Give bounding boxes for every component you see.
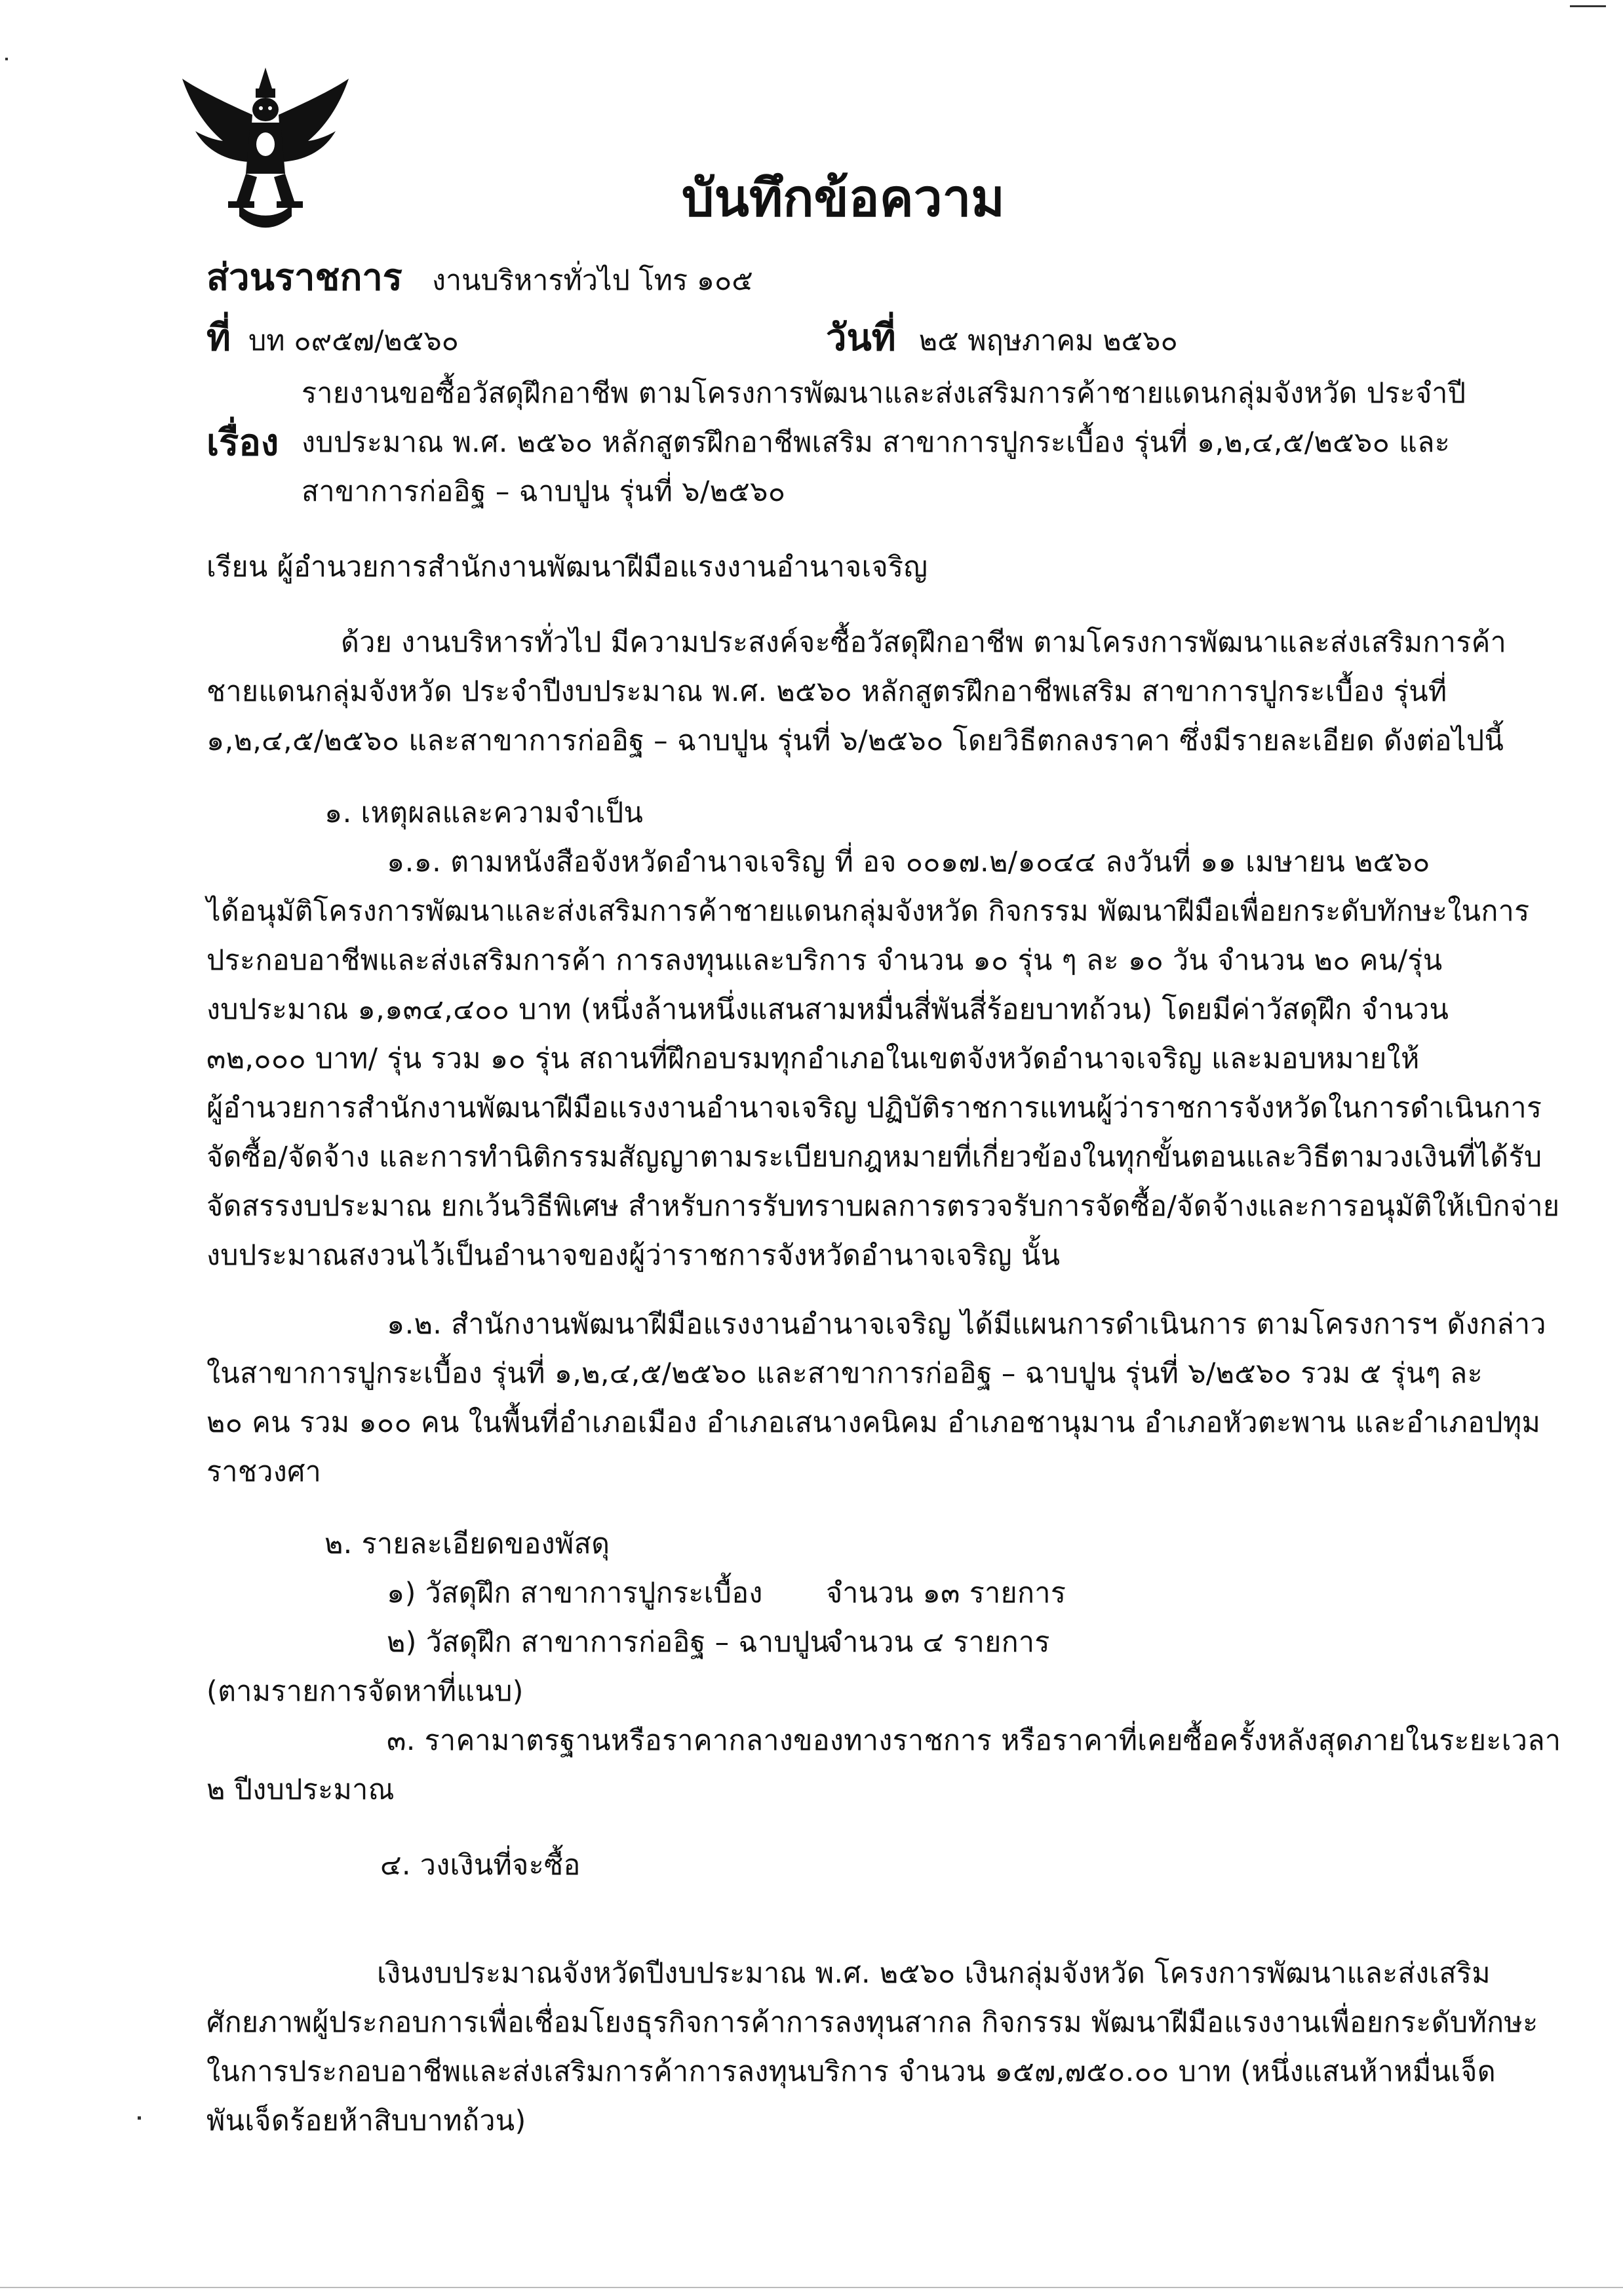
- material-item-qty: จำนวน ๑๓ รายการ: [826, 1577, 1066, 1610]
- intro-line: ชายแดนกลุ่มจังหวัด ประจำปีงบประมาณ พ.ศ. ๒๕๖๐ หลักสูตรฝึกอาชีพเสริม สาขาการปูกระเบื้อง รุ่นที่: [206, 675, 1447, 708]
- material-item-name: ๒) วัสดุฝึก สาขาการก่ออิฐ – ฉาบปูน: [387, 1626, 830, 1659]
- scan-mark: [5, 58, 8, 60]
- material-item-qty: จำนวน ๔ รายการ: [826, 1626, 1050, 1659]
- ref-row: [206, 308, 459, 366]
- agency-row: [206, 248, 753, 306]
- section3-line: ๒ ปีงบประมาณ: [206, 1773, 395, 1806]
- ref-value: บท ๐๙๕๗/๒๕๖๐: [248, 325, 459, 357]
- intro-line: ด้วย งานบริหารทั่วไป มีความประสงค์จะซื้อวัสดุฝึกอาชีพ ตามโครงการพัฒนาและส่งเสริมการค้า: [341, 626, 1507, 659]
- scan-mark: [1570, 5, 1606, 7]
- section1-heading: ๑. เหตุผลและความจำเป็น: [324, 797, 644, 829]
- scan-mark: [138, 2116, 141, 2120]
- section1-p1-line: ๑.๑. ตามหนังสือจังหวัดอำนาจเจริญ ที่ อจ ๐๐๑๗.๒/๑๐๔๔ ลงวันที่ ๑๑ เมษายน ๒๕๖๐: [387, 846, 1430, 879]
- date-value: ๒๕ พฤษภาคม ๒๕๖๐: [918, 325, 1178, 357]
- section1-p2-line: ๑.๒. สำนักงานพัฒนาฝีมือแรงงานอำนาจเจริญ ได้มีแผนการดำเนินการ ตามโครงการฯ ดังกล่าว: [387, 1308, 1546, 1341]
- section4-line: เงินงบประมาณจังหวัดปีงบประมาณ พ.ศ. ๒๕๖๐ เงินกลุ่มจังหวัด โครงการพัฒนาและส่งเสริม: [377, 1957, 1491, 1990]
- section1-p1-line: จัดสรรงบประมาณ ยกเว้นวิธีพิเศษ สำหรับการรับทราบผลการตรวจรับการจัดซื้อ/จัดจ้างและการอนุมัติให้เบิกจ่าย: [206, 1190, 1560, 1223]
- section1-p2-line: ๒๐ คน รวม ๑๐๐ คน ในพื้นที่อำเภอเมือง อำเภอเสนางคนิคม อำเภอชานุมาน อำเภอหัวตะพาน และอำเภอปทุม: [206, 1406, 1541, 1439]
- section2-note: (ตามรายการจัดหาที่แนบ): [206, 1675, 524, 1708]
- material-item-name: ๑) วัสดุฝึก สาขาการปูกระเบื้อง: [387, 1577, 763, 1610]
- intro-line: ๑,๒,๔,๕/๒๕๖๐ และสาขาการก่ออิฐ – ฉาบปูน รุ่นที่ ๖/๒๕๖๐ โดยวิธีตกลงราคา ซึ่งมีรายละเอียด ดังต่อไปนี้: [206, 724, 1504, 757]
- date-label: วันที่: [826, 317, 896, 359]
- subject-line: สาขาการก่ออิฐ – ฉาบปูน รุ่นที่ ๖/๒๕๖๐: [302, 475, 786, 508]
- section1-p1-line: งบประมาณ ๑,๑๓๔,๔๐๐ บาท (หนึ่งล้านหนึ่งแสนสามหมื่นสี่พันสี่ร้อยบาทถ้วน) โดยมีค่าวัสดุฝึก จำนวน: [206, 993, 1449, 1026]
- section1-p2-line: ราชวงศา: [206, 1455, 322, 1488]
- section1-p1-line: ผู้อำนวยการสำนักงานพัฒนาฝีมือแรงงานอำนาจเจริญ ปฏิบัติราชการแทนผู้ว่าราชการจังหวัดในการดำเนินการ: [206, 1092, 1542, 1124]
- section4-line: ในการประกอบอาชีพและส่งเสริมการค้าการลงทุนบริการ จำนวน ๑๕๗,๗๕๐.๐๐ บาท (หนึ่งแสนห้าหมื่นเจ็ด: [206, 2055, 1496, 2088]
- section2-heading: ๒. รายละเอียดของพัสดุ: [324, 1528, 610, 1560]
- subject-label: เรื่อง: [206, 422, 279, 464]
- section1-p1-line: จัดซื้อ/จัดจ้าง และการทำนิติกรรมสัญญาตามระเบียบกฎหมายที่เกี่ยวข้องในทุกขั้นตอนและวิธีตามวงเงินที่ได้รับ: [206, 1141, 1542, 1174]
- garuda-emblem-icon: [177, 62, 354, 233]
- subject-line: รายงานขอซื้อวัสดุฝึกอาชีพ ตามโครงการพัฒนาและส่งเสริมการค้าชายแดนกลุ่มจังหวัด ประจำปี: [302, 377, 1466, 410]
- agency-value: งานบริหารทั่วไป โทร ๑๐๕: [431, 264, 753, 297]
- ref-label: ที่: [206, 317, 231, 359]
- section1-p1-line: ได้อนุมัติโครงการพัฒนาและส่งเสริมการค้าชายแดนกลุ่มจังหวัด กิจกรรม พัฒนาฝีมือเพื่อยกระดับทักษะในการ: [206, 895, 1530, 928]
- agency-label: ส่วนราชการ: [206, 256, 402, 299]
- section1-p1-line: ๓๒,๐๐๐ บาท/ รุ่น รวม ๑๐ รุ่น สถานที่ฝึกอบรมทุกอำเภอในเขตจังหวัดอำนาจเจริญ และมอบหมายให้: [206, 1042, 1420, 1075]
- section3-line: ๓. ราคามาตรฐานหรือราคากลางของทางราชการ หรือราคาที่เคยซื้อครั้งหลังสุดภายในระยะเวลา: [387, 1724, 1561, 1757]
- section4-line: ศักยภาพผู้ประกอบการเพื่อเชื่อมโยงธุรกิจการค้าการลงทุนสากล กิจกรรม พัฒนาฝีมือแรงงานเพื่อยกระดับทักษะ: [206, 2006, 1538, 2039]
- section1-p1-line: ประกอบอาชีพและส่งเสริมการค้า การลงทุนและบริการ จำนวน ๑๐ รุ่น ๆ ละ ๑๐ วัน จำนวน ๒๐ คน/รุ่น: [206, 944, 1443, 977]
- section1-p2-line: ในสาขาการปูกระเบื้อง รุ่นที่ ๑,๒,๔,๕/๒๕๖๐ และสาขาการก่ออิฐ – ฉาบปูน รุ่นที่ ๖/๒๕๖๐ รวม ๕ รุ่นๆ ละ: [206, 1357, 1483, 1390]
- section4-line: พันเจ็ดร้อยห้าสิบบาทถ้วน): [206, 2105, 526, 2137]
- date-row: [826, 308, 1178, 366]
- section1-p1-line: งบประมาณสงวนไว้เป็นอำนาจของผู้ว่าราชการจังหวัดอำนาจเจริญ นั้น: [206, 1239, 1061, 1272]
- section4-heading: ๔. วงเงินที่จะซื้อ: [380, 1849, 581, 1882]
- salutation: เรียน ผู้อำนวยการสำนักงานพัฒนาฝีมือแรงงานอำนาจเจริญ: [206, 551, 928, 584]
- subject-line: งบประมาณ พ.ศ. ๒๕๖๐ หลักสูตรฝึกอาชีพเสริม สาขาการปูกระเบื้อง รุ่นที่ ๑,๒,๔,๕/๒๕๖๐ และ: [302, 426, 1451, 459]
- scan-edge: [0, 2287, 1623, 2288]
- document-title: บันทึกข้อความ: [682, 169, 1005, 228]
